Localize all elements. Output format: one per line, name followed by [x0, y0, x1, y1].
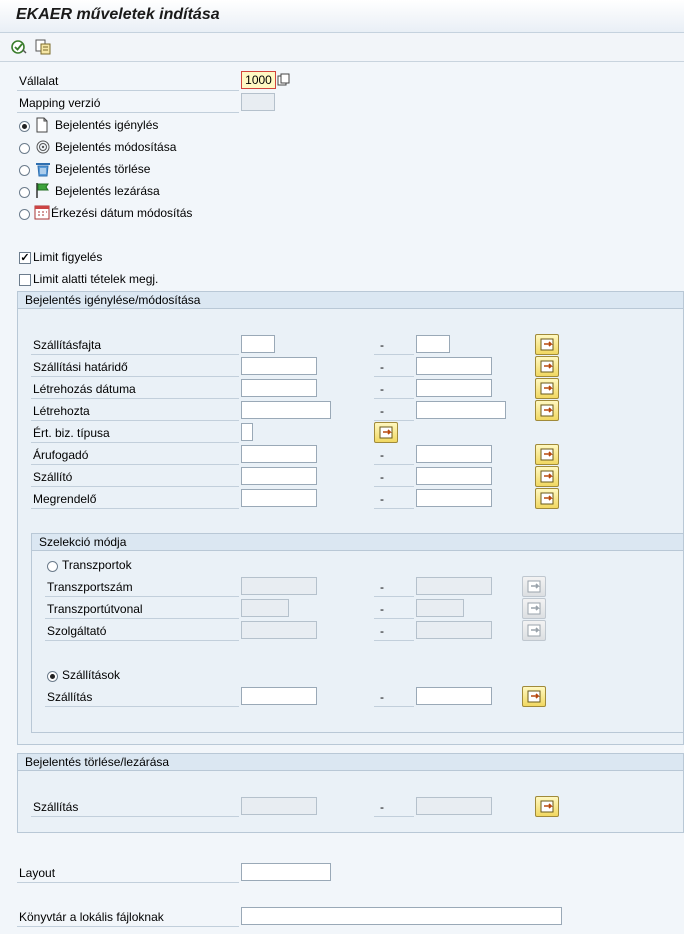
created-by-to-field[interactable]: [416, 401, 506, 419]
created-by-multiple-selection-button[interactable]: [535, 400, 559, 421]
radio-arrival-date[interactable]: [19, 209, 30, 220]
transport-number-from-field: [241, 577, 317, 595]
consignee-dash: -: [380, 448, 384, 462]
radio-delete-label: Bejelentés törlése: [55, 162, 151, 176]
transport-number-multiple-selection-button: [522, 576, 546, 597]
delivery-label: Szállítás: [47, 690, 93, 704]
layout-label: Layout: [19, 866, 56, 880]
delivery-deadline-multiple-selection-button[interactable]: [535, 356, 559, 377]
customer-dash: -: [380, 492, 384, 506]
below-limit-label: Limit alatti tételek megj.: [33, 272, 159, 286]
radio-modify[interactable]: [19, 143, 30, 154]
creation-date-from-field[interactable]: [241, 379, 317, 397]
transport-number-dash: -: [380, 580, 384, 594]
radio-request-label: Bejelentés igénylés: [55, 118, 159, 132]
limit-label: Limit figyelés: [33, 250, 103, 264]
radio-modify-label: Bejelentés módosítása: [55, 140, 177, 154]
transport-route-dash: -: [380, 602, 384, 616]
delivery-type-label: Szállításfajta: [33, 338, 102, 352]
creation-date-to-field[interactable]: [416, 379, 492, 397]
created-by-dash: -: [380, 404, 384, 418]
delivery-deadline-label: Szállítási határidő: [33, 360, 128, 374]
group-request-modify-title: Bejelentés igénylése/módosítása: [18, 292, 683, 309]
radio-delete[interactable]: [19, 165, 30, 176]
radio-arrival-date-label: Érkezési dátum módosítás: [51, 206, 193, 220]
delivery-multiple-selection-button[interactable]: [522, 686, 546, 707]
transport-route-label: Transzportútvonal: [47, 602, 143, 616]
page-title: EKAER műveletek indítása: [16, 6, 220, 23]
delivery-deadline-from-field[interactable]: [241, 357, 317, 375]
creation-date-multiple-selection-button[interactable]: [535, 378, 559, 399]
consignee-to-field[interactable]: [416, 445, 492, 463]
mapping-version-label: Mapping verzió: [19, 96, 101, 110]
mapping-version-field: [241, 93, 275, 111]
delete-close-delivery-label: Szállítás: [33, 800, 79, 814]
service-provider-to-field: [416, 621, 492, 639]
flag-icon: [35, 182, 51, 202]
vendor-from-field[interactable]: [241, 467, 317, 485]
created-by-from-field[interactable]: [241, 401, 331, 419]
below-limit-checkbox[interactable]: [19, 274, 31, 286]
delete-close-dash: -: [380, 800, 384, 814]
delivery-deadline-to-field[interactable]: [416, 357, 492, 375]
doc-type-multiple-selection-button[interactable]: [374, 422, 398, 443]
radio-transports-label: Transzportok: [62, 558, 132, 572]
radio-request[interactable]: [19, 121, 30, 132]
consignee-from-field[interactable]: [241, 445, 317, 463]
delete-close-delivery-from-field: [241, 797, 317, 815]
transport-route-from-field: [241, 599, 289, 617]
doc-type-from-field[interactable]: [241, 423, 253, 441]
delivery-from-field[interactable]: [241, 687, 317, 705]
transport-route-to-field: [416, 599, 464, 617]
execute-icon[interactable]: [10, 38, 28, 56]
vendor-label: Szállító: [33, 470, 73, 484]
vendor-dash: -: [380, 470, 384, 484]
customer-label: Megrendelő: [33, 492, 97, 506]
created-by-label: Létrehozta: [33, 404, 90, 418]
service-provider-multiple-selection-button: [522, 620, 546, 641]
local-files-directory-field[interactable]: [241, 907, 562, 925]
transport-number-to-field: [416, 577, 492, 595]
delivery-type-to-field[interactable]: [416, 335, 450, 353]
creation-date-label: Létrehozás dátuma: [33, 382, 136, 396]
delivery-dash: -: [380, 690, 384, 704]
radio-transports[interactable]: [47, 561, 58, 572]
variant-icon[interactable]: [34, 38, 52, 56]
group-delete-close: [17, 753, 684, 833]
local-files-directory-label: Könyvtár a lokális fájloknak: [19, 910, 164, 924]
consignee-label: Árufogadó: [33, 448, 89, 462]
application-toolbar: [0, 33, 684, 62]
radio-deliveries[interactable]: [47, 671, 58, 682]
service-provider-from-field: [241, 621, 317, 639]
group-delete-close-title: Bejelentés törlése/lezárása: [18, 754, 683, 771]
delivery-type-from-field[interactable]: [241, 335, 275, 353]
company-field[interactable]: 1000: [241, 71, 276, 89]
spiral-icon: [35, 139, 51, 158]
document-icon: [35, 117, 49, 136]
trash-icon: [35, 161, 51, 180]
limit-checkbox[interactable]: ✓: [20, 252, 30, 264]
doc-type-label: Ért. biz. típusa: [33, 426, 110, 440]
delivery-to-field[interactable]: [416, 687, 492, 705]
customer-from-field[interactable]: [241, 489, 317, 507]
customer-to-field[interactable]: [416, 489, 492, 507]
customer-multiple-selection-button[interactable]: [535, 488, 559, 509]
delivery-type-multiple-selection-button[interactable]: [535, 334, 559, 355]
service-provider-label: Szolgáltató: [47, 624, 107, 638]
calendar-icon: [34, 204, 50, 223]
value-help-icon[interactable]: [277, 73, 291, 87]
company-label: Vállalat: [19, 74, 59, 88]
delivery-type-dash: -: [380, 338, 384, 352]
vendor-multiple-selection-button[interactable]: [535, 466, 559, 487]
radio-close-label: Bejelentés lezárása: [55, 184, 160, 198]
transport-route-multiple-selection-button: [522, 598, 546, 619]
delete-close-delivery-to-field: [416, 797, 492, 815]
service-provider-dash: -: [380, 624, 384, 638]
radio-deliveries-label: Szállítások: [62, 668, 121, 682]
layout-field[interactable]: [241, 863, 331, 881]
consignee-multiple-selection-button[interactable]: [535, 444, 559, 465]
group-selection-mode-title: Szelekció módja: [32, 534, 683, 551]
creation-date-dash: -: [380, 382, 384, 396]
delivery-deadline-dash: -: [380, 360, 384, 374]
transport-number-label: Transzportszám: [47, 580, 133, 594]
delete-close-multiple-selection-button[interactable]: [535, 796, 559, 817]
radio-close[interactable]: [19, 187, 30, 198]
vendor-to-field[interactable]: [416, 467, 492, 485]
